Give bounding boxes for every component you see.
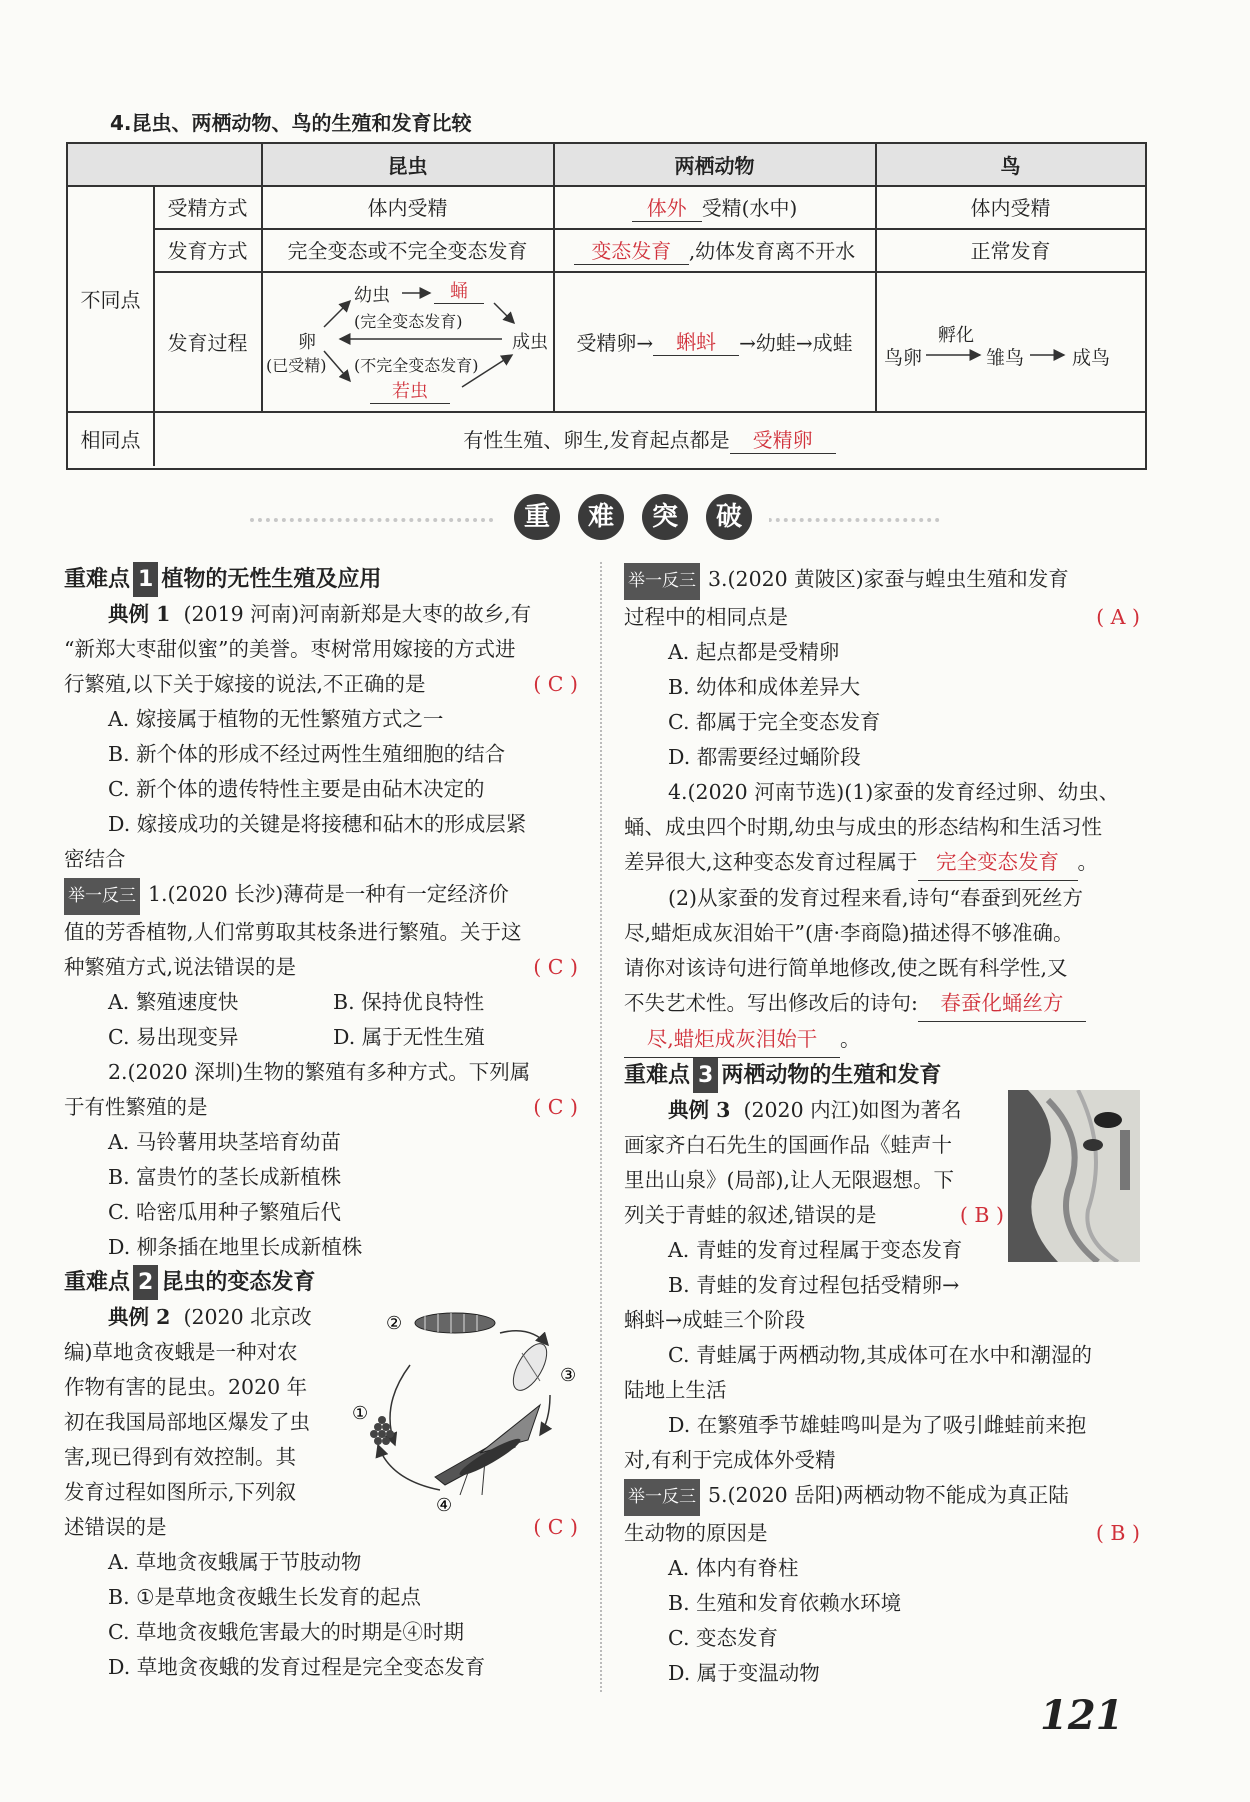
amph-fert-rest: 受精(水中) [701,196,798,220]
ex1-option-a: A. 嫁接属于植物的无性繁殖方式之一 [108,707,444,731]
section-2-number: 2 [133,1265,158,1300]
ex2-label: 典例 2 [108,1305,171,1329]
q3-text1: 3.(2020 黄陂区)家蚕与蝗虫生殖和发育 [708,567,1069,591]
ex2-answer: ( C ) [533,1515,578,1539]
ex2-option-a: A. 草地贪夜蛾属于节肢动物 [108,1550,362,1574]
amph-tadpole-blank: 蝌蚪 [653,326,739,356]
q4-line7 [624,986,1140,1022]
cycle-arrow-2 [500,1331,548,1345]
amph-dev-rest: ,幼体发育离不开水 [688,239,856,263]
ex1-text1: (2019 河南)河南新郑是大枣的故乡,有 [183,602,532,626]
ex2-line5: 害,现已得到有效控制。其 [64,1445,297,1469]
q1-line1 [64,877,578,915]
amph-fert-blank: 体外 [632,192,702,222]
q2-answer: ( C ) [533,1095,578,1119]
q1-option-c: C. 易出现变异 [108,1025,239,1049]
ex3-text1: (2020 内江)如图为著名 [743,1098,962,1122]
insect-fert: 体内受精 [367,196,448,220]
insect-cycle-diagram [262,271,553,411]
fig-label-2: ② [386,1313,403,1334]
q4-line3: 差异很大,这种变态发育过程属于 完全变态发育 。 [624,845,1140,881]
same-content [154,411,1145,466]
ex2-line6: 发育过程如图所示,下列叙 [64,1480,297,1504]
q4-line5: 尽,蜡炬成灰泪始干”(唐·李商隐)描述得不够准确。 [624,921,1074,945]
ex1-label: 典例 1 [108,602,171,626]
q5-option-a: A. 体内有脊柱 [668,1556,799,1580]
q2-option-b: B. 富贵竹的茎长成新植株 [108,1165,342,1189]
jyf-badge-2: 举一反三 [624,563,700,600]
section-1-number: 1 [133,562,158,597]
section-1-text: 植物的无性生殖及应用 [161,567,382,592]
section-3-title [624,1058,1140,1093]
same-label: 相同点 [80,428,141,452]
ex1-line3 [64,667,578,702]
moth [435,1405,540,1495]
ex1-option-b: B. 新个体的形成不经过两性生殖细胞的结合 [108,742,506,766]
q4-blank2b: 尽,蜡炬成灰泪始干 [624,1022,840,1058]
banner-char-4: 破 [706,494,752,540]
bird-dev: 正常发育 [970,239,1051,263]
moth-life-cycle-figure [350,1305,580,1515]
section-2-title [64,1265,578,1300]
amph-dev [554,228,875,271]
ex3-option-d2: 对,有利于完成体外受精 [624,1448,836,1472]
ex3-option-b1: B. 青蛙的发育过程包括受精卵→ [668,1273,960,1297]
insect-pupa-blank: 蛹 [434,277,484,304]
ex3-text4: 列关于青蛙的叙述,错误的是 [624,1203,877,1227]
ex2-line3: 作物有害的昆虫。2020 年 [64,1375,308,1399]
jyf-badge-1: 举一反三 [64,878,140,915]
section-2-text: 昆虫的变态发育 [161,1270,316,1295]
amph-p2: →幼蛙→成蛙 [739,330,853,355]
insect-complete: (完全变态发育) [354,312,463,331]
ex1-line2: “新郑大枣甜似蜜”的美誉。枣树常用嫁接的方式进 [64,637,516,661]
q5-line2 [624,1516,1140,1551]
ex1-line1 [64,597,578,632]
ex2-line4: 初在我国局部地区爆发了虫 [64,1410,310,1434]
column-divider [600,562,602,1692]
ex1-option-d1: D. 嫁接成功的关键是将接穗和砧木的形成层紧 [108,812,527,836]
ex2-line2: 编)草地贪夜蛾是一种对农 [64,1340,298,1364]
section-2-prefix: 重难点 [64,1270,131,1295]
ex3-line3: 里出山泉》(局部),让人无限遐想。下 [624,1168,955,1192]
ex2-option-b: B. ①是草地贪夜蛾生长发育的起点 [108,1585,421,1609]
bird-fert: 体内受精 [970,196,1051,220]
ex1-text3: 行繁殖,以下关于嫁接的说法,不正确的是 [64,672,426,696]
bird-arrows [876,271,1145,411]
ex3-option-a: A. 青蛙的发育过程属于变态发育 [668,1238,963,1262]
q4-blank2a: 春蚕化蛹丝方 [918,986,1086,1022]
ex2-option-c: C. 草地贪夜蛾危害最大的时期是④时期 [108,1620,464,1644]
ex1-option-d2: 密结合 [64,847,126,871]
amph-process [554,271,875,411]
ex2-option-d: D. 草地贪夜蛾的发育过程是完全变态发育 [108,1655,486,1679]
ex2-text-block [64,1300,354,1510]
q2-option-d: D. 柳条插在地里长成新植株 [108,1235,363,1259]
insect-egg: 卵 [298,332,316,353]
cycle-arrow-3 [540,1395,550,1435]
header-bird: 鸟 [1000,154,1021,178]
q5-answer: ( B ) [1095,1521,1140,1545]
q1-options-ab [64,985,578,1020]
q3-line2 [624,600,1140,635]
pupa [507,1338,554,1395]
diff-label: 不同点 [80,287,141,312]
bird-chick: 雏鸟 [986,347,1025,369]
dev-label: 发育方式 [167,239,248,263]
bird-adult: 成鸟 [1072,347,1111,369]
cycle-arrow-4 [378,1445,440,1490]
insect-dev: 完全变态或不完全变态发育 [287,239,528,263]
section-3-text: 两栖动物的生殖和发育 [721,1063,942,1088]
ex3-option-c1: C. 青蛙属于两栖动物,其成体可在水中和潮湿的 [668,1343,1093,1367]
banner-char-2: 难 [578,494,624,540]
q5-text1: 5.(2020 岳阳)两栖动物不能成为真正陆 [708,1483,1069,1507]
ex2-text7: 述错误的是 [64,1515,167,1539]
fig-label-1: ① [352,1403,369,1424]
section-1-prefix: 重难点 [64,567,131,592]
banner-char-3: 突 [642,494,688,540]
q2-option-a: A. 马铃薯用块茎培育幼苗 [108,1130,341,1154]
ex1-option-c: C. 新个体的遗传特性主要是由砧木决定的 [108,777,485,801]
q5-option-c: C. 变态发育 [668,1626,778,1650]
ex3-answer: ( B ) [959,1203,1004,1227]
q3-option-b: B. 幼体和成体差异大 [668,675,861,699]
ex3-label: 典例 3 [668,1098,731,1122]
fert-label: 受精方式 [167,196,248,220]
frog-painting-image [1008,1090,1140,1262]
insect-incomplete: (不完全变态发育) [354,356,479,375]
section-3-prefix: 重难点 [624,1063,691,1088]
insect-adult: 成虫 [512,332,548,353]
section-1-title [64,562,578,597]
ex2-line1 [64,1300,354,1335]
ex3-line4 [624,1198,1004,1233]
page-number: 121 [1040,1692,1124,1739]
amph-dev-blank: 变态发育 [574,235,689,265]
fig-label-3: ③ [560,1365,577,1386]
comparison-table [66,142,1147,470]
same-text: 有性生殖、卵生,发育起点都是 [463,428,730,452]
q2-text2: 于有性繁殖的是 [64,1095,208,1119]
fig-label-4: ④ [436,1495,453,1515]
q2-line1: 2.(2020 深圳)生物的繁殖有多种方式。下列属 [108,1060,531,1084]
q5-option-d: D. 属于变温动物 [668,1661,820,1685]
banner-char-1: 重 [514,494,560,540]
q1-text1: 1.(2020 长沙)薄荷是一种有一定经济价 [148,882,509,906]
banner [497,494,769,540]
q4-blank1: 完全变态发育 [918,845,1078,881]
q4-text7: 不失艺术性。写出修改后的诗句: [624,991,918,1015]
bird-egg: 鸟卵 [884,347,923,369]
q2-option-c: C. 哈密瓜用种子繁殖后代 [108,1200,341,1224]
q1-option-b: B. 保持优良特性 [333,990,485,1014]
section-3-number: 3 [693,1058,718,1093]
amph-fert [554,185,875,228]
q4-line2: 蛹、成虫四个时期,幼虫与成虫的形态结构和生活习性 [624,815,1103,839]
q4-text3: 差异很大,这种变态发育过程属于 [624,850,918,874]
amph-p1: 受精卵→ [576,330,654,355]
q3-answer: ( A ) [1096,605,1140,629]
jyf-badge-3: 举一反三 [624,1479,700,1516]
q3-option-d: D. 都需要经过蛹阶段 [668,745,861,769]
q2-line2 [64,1090,578,1125]
q4-line1: 4.(2020 河南节选)(1)家蚕的发育经过卵、幼虫、 [668,780,1120,804]
ex3-line1 [624,1093,1004,1128]
insect-larva: 幼虫 [354,285,390,306]
q1-line3 [64,950,578,985]
header-amphibian: 两栖动物 [674,154,755,178]
q1-line2: 值的芳香植物,人们常剪取其枝条进行繁殖。关于这 [64,920,522,944]
q1-options-cd [64,1020,578,1055]
q3-line1 [624,562,1140,600]
q5-line1 [624,1478,1140,1516]
ex3-option-c2: 陆地上生活 [624,1378,727,1402]
ex2-line7 [64,1510,578,1545]
insect-nymph-blank: 若虫 [370,377,450,404]
ex3-option-b2: 蝌蚪→成蛙三个阶段 [624,1308,806,1332]
proc-label: 发育过程 [167,330,248,355]
q3-text2: 过程中的相同点是 [624,605,788,629]
q4-line8: 尽,蜡炬成灰泪始干 。 [624,1022,1140,1058]
ex2-text1: (2020 北京改 [183,1305,312,1329]
table-title: 4.昆虫、两栖动物、鸟的生殖和发育比较 [110,111,472,135]
ex3-text-block [624,1093,1004,1303]
larva [415,1313,495,1333]
insect-fertilized: (已受精) [266,356,327,375]
q3-option-c: C. 都属于完全变态发育 [668,710,881,734]
q4-line6: 请你对该诗句进行简单地修改,使之既有科学性,又 [624,956,1068,980]
q1-option-a: A. 繁殖速度快 [108,990,239,1014]
same-blank: 受精卵 [730,424,836,454]
ex3-line2: 画家齐白石先生的国画作品《蛙声十 [624,1133,952,1157]
q5-text2: 生动物的原因是 [624,1521,768,1545]
q4-line4: (2)从家蚕的发育过程来看,诗句“春蚕到死丝方 [668,886,1084,910]
bird-process [876,271,1145,411]
ex3-option-d1: D. 在繁殖季节雄蛙鸣叫是为了吸引雌蛙前来抱 [668,1413,1087,1437]
bird-hatch: 孵化 [938,325,974,346]
ex1-answer: ( C ) [533,672,578,696]
q3-option-a: A. 起点都是受精卵 [668,640,840,664]
q5-option-b: B. 生殖和发育依赖水环境 [668,1591,902,1615]
header-insect: 昆虫 [387,154,428,178]
left-column [64,562,578,1685]
q1-answer: ( C ) [533,955,578,979]
q1-option-d: D. 属于无性生殖 [333,1025,485,1049]
q1-text3: 种繁殖方式,说法错误的是 [64,955,297,979]
